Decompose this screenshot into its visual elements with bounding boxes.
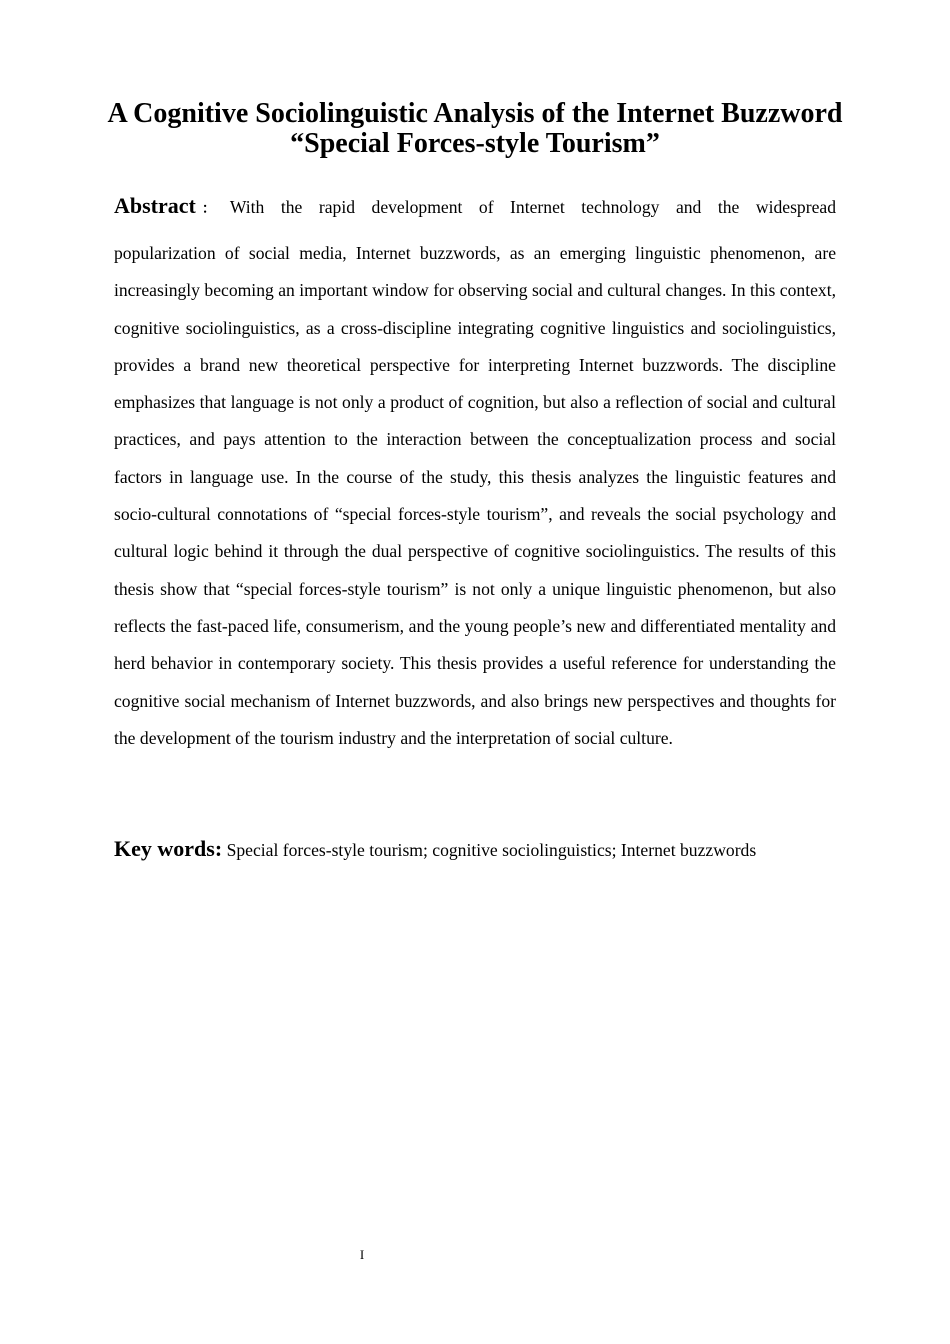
paper-title: A Cognitive Sociolinguistic Analysis of the Internet Buzzword “Special Forces-style Tourism” — [107, 98, 843, 159]
keywords-section — [114, 833, 836, 866]
abstract-first-line — [114, 188, 836, 224]
keywords-text: Special forces-style tourism; cognitive sociolinguistics; Internet buzzwords — [226, 840, 757, 860]
abstract-colon: ： — [201, 202, 216, 217]
keywords-label: Key words: — [114, 836, 223, 861]
abstract-section — [114, 188, 836, 757]
page-number: I — [359, 1247, 365, 1262]
abstract-label: Abstract — [114, 193, 196, 218]
abstract-body: popularization of social media, Internet buzzwords, as an emerging linguistic phenomenon, are increasingly becoming an important window for observing social and cultural changes. In this context, cognitive sociolinguistics, as a cross-discipline integrating cognitive linguistics and sociolinguistics, provides a brand new theoretical perspective for interpreting Internet buzzwords. The discipline emphasizes that language is not only a product of cognition, but also a reflection of social and cultural practices, and pays attention to the interaction between the conceptualization process and social factors in language use. In the course of the study, this thesis analyzes the linguistic features and socio-cultural connotations of “special forces-style tourism”, and reveals the social psychology and cultural logic behind it through the dual perspective of cognitive sociolinguistics. The results of this thesis show that “special forces-style tourism” is not only a unique linguistic phenomenon, but also reflects the fast-paced life, consumerism, and the young people’s new and differentiated mentality and herd behavior in contemporary society. This thesis provides a useful reference for understanding the cognitive social mechanism of Internet buzzwords, and also brings new perspectives and thoughts for the development of the tourism industry and the interpretation of social culture. — [114, 243, 836, 748]
abstract-first-text: With the rapid development of Internet technology and the widespread — [229, 197, 836, 217]
